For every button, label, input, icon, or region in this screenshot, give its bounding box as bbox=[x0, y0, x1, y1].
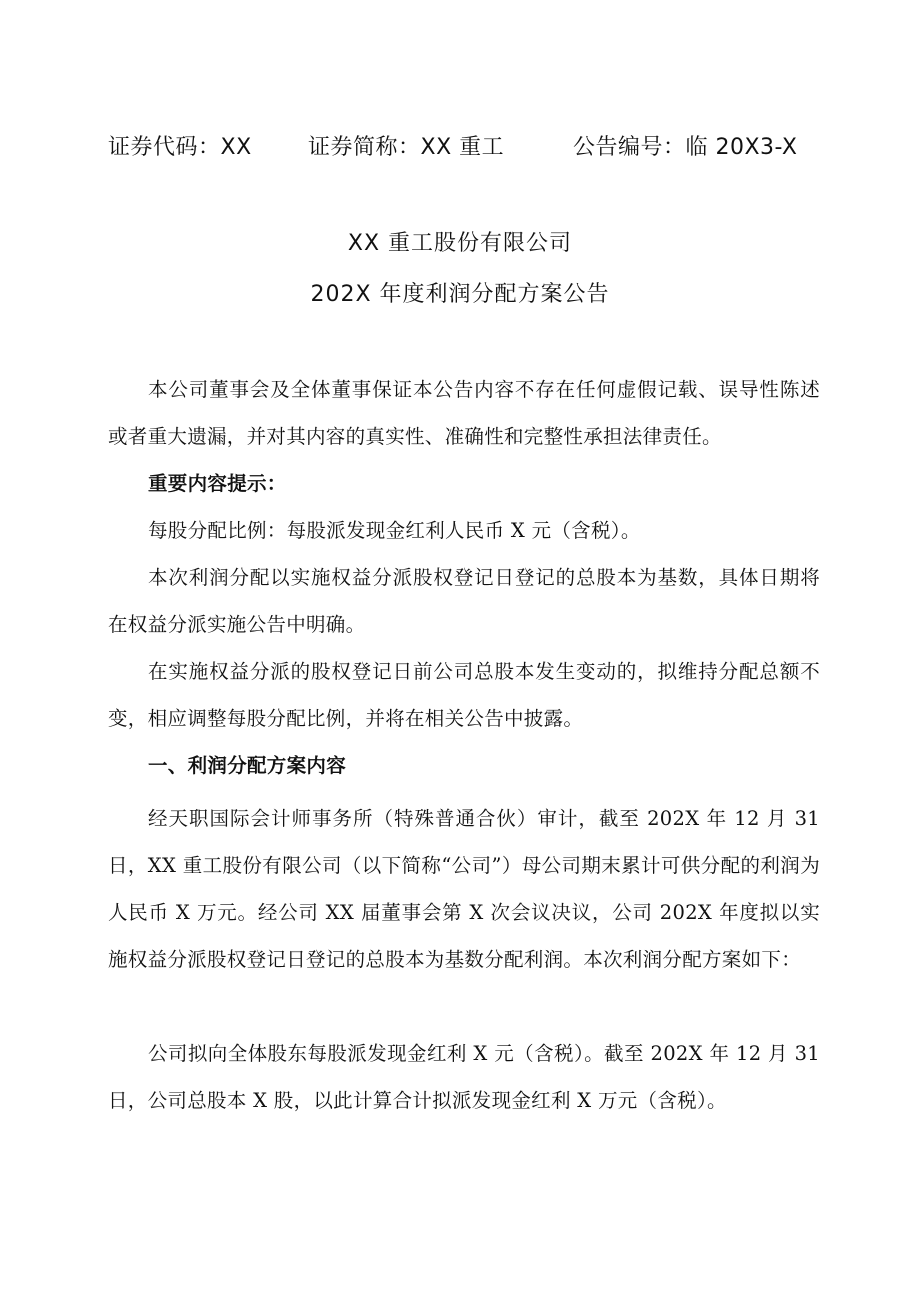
ratio-paragraph: 每股分配比例：每股派发现金红利人民币 X 元（含税）。 bbox=[148, 519, 641, 542]
audit-paragraph: 经天职国际会计师事务所（特殊普通合伙）审计，截至 202X 年 12 月 31 日，XX 重工股份有限公司（以下简称“公司”）母公司期末累计可供分配的利润为人民币 X 万元。经公司 XX 届董事会第 X 次会议决议，公司 202X 年度拟以实施权益分派股权登记日登记的总股本为基数分配利润。本次利润分配方案如下： bbox=[108, 807, 820, 971]
security-code: 证券代码：XX bbox=[108, 135, 252, 160]
key-points-heading-text: 重要内容提示： bbox=[148, 472, 287, 495]
security-abbreviation: 证券简称：XX 重工 bbox=[308, 135, 505, 160]
base-paragraph: 本次利润分配以实施权益分派股权登记日登记的总股本为基数，具体日期将在权益分派实施公告中明确。 bbox=[108, 566, 820, 636]
company-title: XX 重工股份有限公司 bbox=[347, 231, 573, 256]
dividend-paragraph-block bbox=[108, 1030, 820, 1124]
section-1-heading bbox=[108, 742, 820, 789]
dividend-paragraph: 公司拟向全体股东每股派发现金红利 X 元（含税）。截至 202X 年 12 月 31 日，公司总股本 X 股，以此计算合计拟派发现金红利 X 万元（含税）。 bbox=[108, 1042, 820, 1112]
announcement-header bbox=[108, 130, 797, 166]
disclaimer-statement bbox=[108, 366, 820, 460]
statement-paragraph: 本公司董事会及全体董事保证本公告内容不存在任何虚假记载、误导性陈述或者重大遗漏，并对其内容的真实性、准确性和完整性承担法律责任。 bbox=[108, 378, 820, 448]
distribution-ratio bbox=[108, 507, 820, 554]
share-change-note bbox=[108, 648, 820, 742]
change-paragraph: 在实施权益分派的股权登记日前公司总股本发生变动的，拟维持分配总额不变，相应调整每股分配比例，并将在相关公告中披露。 bbox=[108, 660, 820, 730]
distribution-base bbox=[108, 554, 820, 648]
announcement-title: 202X 年度利润分配方案公告 bbox=[310, 282, 610, 307]
key-points-heading bbox=[108, 460, 820, 507]
section-1-heading-text: 一、利润分配方案内容 bbox=[148, 754, 347, 777]
audit-paragraph-block bbox=[108, 795, 820, 983]
notice-number: 公告编号：临 20X3-X bbox=[573, 135, 798, 160]
